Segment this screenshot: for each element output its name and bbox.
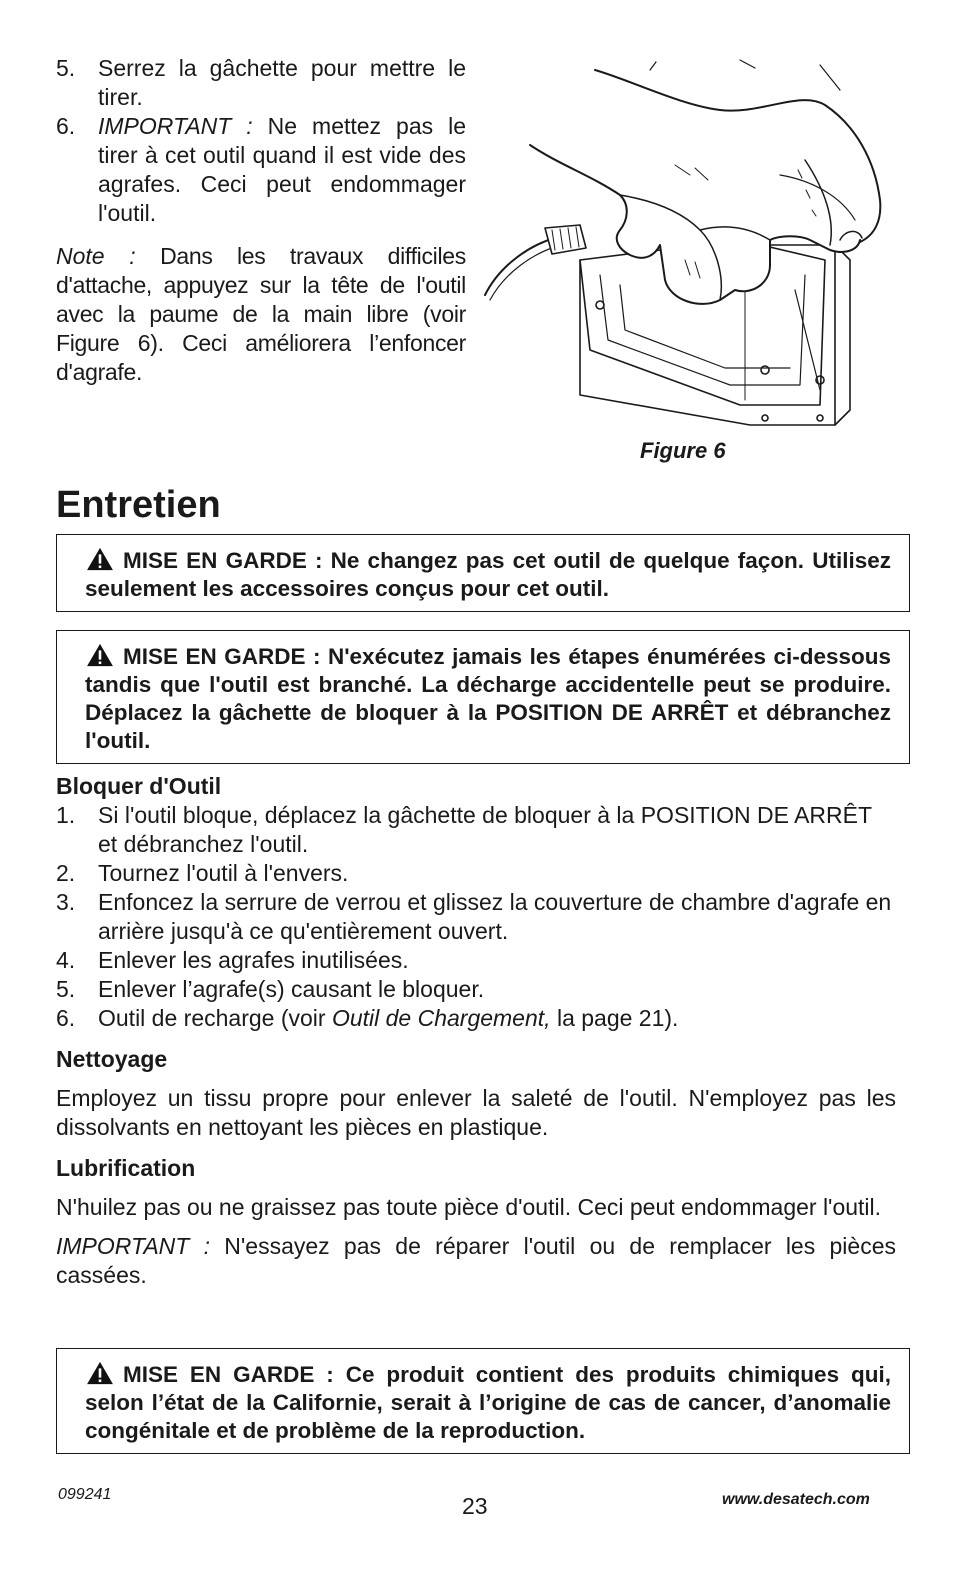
note-text: Dans les travaux difficiles d'attache, appuyez sur la tête de l'outil avec la paume de la main libre (voir Figure 6). Ceci améliorera l’enfoncer d'agrafe.: [56, 243, 466, 385]
item-number: 2.: [56, 860, 76, 886]
warning-box: [56, 534, 910, 612]
item-number: 5.: [56, 55, 76, 81]
warning-text: MISE EN GARDE : Ne changez pas cet outil de quelque façon. Utilisez seulement les accessoires conçus pour cet outil.: [85, 548, 891, 601]
item-text: Enlever les agrafes inutilisées.: [98, 947, 409, 973]
item-text: Enlever l’agrafe(s) causant le bloquer.: [98, 976, 485, 1002]
item-number: 6.: [56, 1005, 76, 1031]
page-number: 23: [462, 1493, 488, 1519]
important-paragraph: [56, 1232, 896, 1290]
item-text: [98, 112, 466, 228]
warning-triangle-icon: [85, 1361, 115, 1385]
important-lead: IMPORTANT :: [98, 113, 253, 139]
item-number: 6.: [56, 113, 76, 139]
list-item: [56, 54, 466, 112]
warning-text: MISE EN GARDE : N'exécutez jamais les étapes énumérées ci-dessous tandis que l'outil est branché. La décharge accidentelle peut se produire. Déplacez la gâchette de bloquer à la POSITION DE ARRÊT et débranchez l'outil.: [85, 644, 891, 753]
warning-box: [56, 630, 910, 764]
important-lead: IMPORTANT :: [56, 1233, 210, 1259]
warning-text: MISE EN GARDE : Ce produit contient des produits chimiques qui, selon l’état de la Californie, serait à l’origine de cas de cancer, d’anomalie congénitale et de problème de la reproduction.: [85, 1362, 891, 1443]
list-item: [56, 859, 896, 888]
cleaning-text: Employez un tissu propre pour enlever la saleté de l'outil. N'employez pas les dissolvants en nettoyant les pièces en plastique.: [56, 1085, 896, 1140]
figure-illustration: [480, 50, 900, 450]
item-text: Si l'outil bloque, déplacez la gâchette de bloquer à la POSITION DE ARRÊT et débranchez l'outil.: [98, 802, 872, 857]
document-code: 099241: [58, 1486, 112, 1503]
important-text: N'essayez pas de réparer l'outil ou de remplacer les pièces cassées.: [56, 1233, 896, 1288]
warning-box: [56, 1348, 910, 1454]
note-paragraph: [56, 242, 466, 387]
lubrication-heading: Lubrification: [56, 1155, 196, 1181]
item-number: 1.: [56, 802, 76, 828]
top-instructions: [56, 54, 466, 387]
item-text: Serrez la gâchette pour mettre le tirer.: [98, 55, 466, 110]
figure-caption: Figure 6: [640, 438, 726, 463]
lubrication-text: N'huilez pas ou ne graissez pas toute pièce d'outil. Ceci peut endommager l'outil.: [56, 1194, 882, 1220]
item-number: 3.: [56, 889, 76, 915]
item-number: 5.: [56, 976, 76, 1002]
list-item: [56, 801, 896, 859]
note-lead: Note :: [56, 243, 136, 269]
list-item: [56, 1004, 896, 1033]
jam-section: [56, 772, 896, 1290]
item-number: 4.: [56, 947, 76, 973]
list-item: [56, 946, 896, 975]
list-item: [56, 975, 896, 1004]
item-text: Tournez l'outil à l'envers.: [98, 860, 349, 886]
item-text-reference: Outil de Chargement,: [331, 1005, 551, 1031]
warning-triangle-icon: [85, 547, 115, 571]
list-item: [56, 888, 896, 946]
item-text: [98, 1004, 896, 1033]
website-url: www.desatech.com: [722, 1491, 870, 1508]
warning-triangle-icon: [85, 643, 115, 667]
list-item: [56, 112, 466, 228]
item-text: Enfoncez la serrure de verrou et glissez la couverture de chambre d'agrafe en arrière jusqu'à ce qu'entièrement ouvert.: [98, 889, 892, 944]
item-text-before: Outil de recharge (voir: [98, 1005, 332, 1031]
jam-heading: Bloquer d'Outil: [56, 773, 222, 799]
cleaning-heading: Nettoyage: [56, 1046, 168, 1072]
item-text-after: la page 21).: [550, 1005, 679, 1031]
important-text: Ne mettez pas le tirer à cet outil quand il est vide des agrafes. Ceci peut endommager l'outil.: [98, 113, 466, 226]
section-title: Entretien: [56, 484, 221, 526]
